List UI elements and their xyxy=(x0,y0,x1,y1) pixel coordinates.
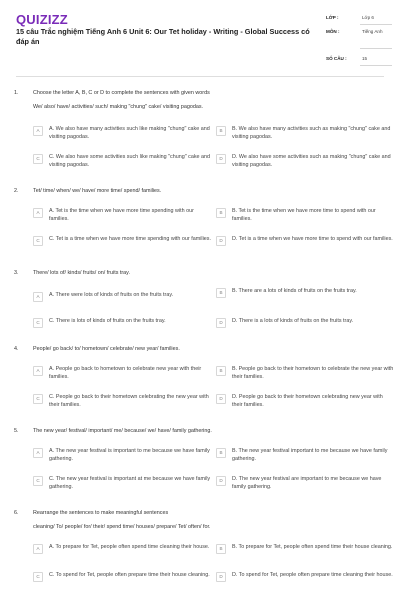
option-letter-badge: C xyxy=(33,394,43,404)
question-words: There/ lots of/ kinds/ fruits/ on/ fruits tray. xyxy=(33,270,130,276)
meta-divider xyxy=(360,65,392,66)
meta-label-count: SỐ CÂU : xyxy=(326,56,347,61)
option-letter-badge: A xyxy=(33,448,43,458)
option-text: B. We also have many activities such as making "chung" cake and visiting pagodas. xyxy=(232,126,391,140)
option-text: A. The new year festival is important to me because we have family gathering. xyxy=(49,448,210,462)
meta-value-grade: Lớp 6 xyxy=(362,15,374,20)
option-letter-badge: D xyxy=(216,318,226,328)
question-number: 1. xyxy=(14,90,19,96)
option-text: C. We also have some activities such like making "chung" cake and visiting pagodas. xyxy=(49,154,211,168)
option-letter-badge: C xyxy=(33,318,43,328)
option-text: D. To spend for Tet, people often prepare time cleaning their house. xyxy=(232,572,393,578)
option-letter-badge: A xyxy=(33,208,43,218)
question-number: 5. xyxy=(14,428,19,434)
option-letter-badge: D xyxy=(216,476,226,486)
option-letter-badge: B xyxy=(216,208,226,218)
question-number: 2. xyxy=(14,188,19,194)
meta-value-subject: Tiếng Anh xyxy=(362,29,383,34)
option-letter-badge: B xyxy=(216,366,226,376)
option-text: D. Tet is a time when we have more time to spend with our families. xyxy=(232,236,393,242)
option-letter-badge: D xyxy=(216,572,226,582)
option-text: D. The new year festival are important to me because we have family gathering. xyxy=(232,476,382,490)
question-words: People/ go back/ to/ hometown/ celebrate/ new year/ families. xyxy=(33,346,180,352)
option-letter-badge: B xyxy=(216,544,226,554)
meta-label-subject: MÔN : xyxy=(326,29,340,34)
option-letter-badge: C xyxy=(33,476,43,486)
question-prompt: Choose the letter A, B, C or D to complete the sentences with given words xyxy=(33,90,210,96)
option-letter-badge: C xyxy=(33,236,43,246)
question-number: 6. xyxy=(14,510,19,516)
meta-value-count: 15 xyxy=(362,56,368,61)
option-text: B. There are a lots of kinds of fruits on the fruits tray. xyxy=(232,288,357,294)
option-text: C. The new year festival is important at me because we have family gathering. xyxy=(49,476,211,490)
option-letter-badge: A xyxy=(33,292,43,302)
option-text: A. People go back to hometown to celebrate new year with their families. xyxy=(49,366,202,380)
meta-divider xyxy=(360,48,392,49)
option-text: C. Tet is a time when we have more time spending with our families. xyxy=(49,236,211,242)
option-letter-badge: C xyxy=(33,154,43,164)
option-text: C. There is lots of kinds of fruits on the fruits tray. xyxy=(49,318,166,324)
option-text: A. To prepare for Tet, people often spend time cleaning their house. xyxy=(49,544,210,550)
option-text: B. Tet is the time when we have more time to spend with our families. xyxy=(232,208,376,222)
question-words: The new year/ festival/ important/ me/ because/ we/ have/ family gathering. xyxy=(33,428,212,434)
question-words: We/ also/ have/ activities/ such/ making "chung" cake/ visiting pagodas. xyxy=(33,104,204,110)
option-letter-badge: B xyxy=(216,126,226,136)
option-text: A. There were lots of kinds of fruits on the fruits tray. xyxy=(49,292,174,298)
option-letter-badge: B xyxy=(216,448,226,458)
meta-label-grade: LỚP : xyxy=(326,15,339,20)
option-letter-badge: D xyxy=(216,154,226,164)
meta-divider xyxy=(360,24,392,25)
option-letter-badge: C xyxy=(33,572,43,582)
quizizz-logo: QUIZIZZ xyxy=(16,12,68,27)
option-text: B. People go back to their hometown to celebrate the new year with their families. xyxy=(232,366,394,380)
option-letter-badge: A xyxy=(33,544,43,554)
option-text: C. To spend for Tet, people often prepare time their house cleaning. xyxy=(49,572,210,578)
header-divider xyxy=(16,76,384,77)
worksheet-title: 15 câu Trắc nghiệm Tiếng Anh 6 Unit 6: Our Tet holiday - Writing - Global Success có đáp án xyxy=(16,27,310,46)
option-text: C. People go back to their hometown celebrating the new year with their families. xyxy=(49,394,209,408)
option-letter-badge: A xyxy=(33,126,43,136)
option-text: A. We also have many activities such like making "chung" cake and visiting pagodas. xyxy=(49,126,210,140)
option-letter-badge: B xyxy=(216,288,226,298)
question-prompt: Rearrange the sentences to make meaningful sentences xyxy=(33,510,169,516)
option-text: B. The new year festival important to me because we have family gathering. xyxy=(232,448,388,462)
option-text: D. People go back to their hometown celebrating new year with their families. xyxy=(232,394,383,408)
option-text: D. There is a lots of kinds of fruits on the fruits tray. xyxy=(232,318,354,324)
option-text: D. We also have some activities such as making "chung" cake and visiting pagodas. xyxy=(232,154,391,168)
option-letter-badge: A xyxy=(33,366,43,376)
question-number: 4. xyxy=(14,346,19,352)
question-words: cleaning/ To/ people/ for/ their/ spend time/ houses/ prepare/ Tet/ often/ for. xyxy=(33,524,211,530)
option-letter-badge: D xyxy=(216,236,226,246)
question-words: Tet/ time/ when/ we/ have/ more time/ spend/ families. xyxy=(33,188,162,194)
option-text: A. Tet is the time when we have more time spending with our families. xyxy=(49,208,194,222)
option-letter-badge: D xyxy=(216,394,226,404)
worksheet-header xyxy=(0,0,400,70)
option-text: B. To prepare for Tet, people often spend time their house cleaning. xyxy=(232,544,393,550)
question-number: 3. xyxy=(14,270,19,276)
